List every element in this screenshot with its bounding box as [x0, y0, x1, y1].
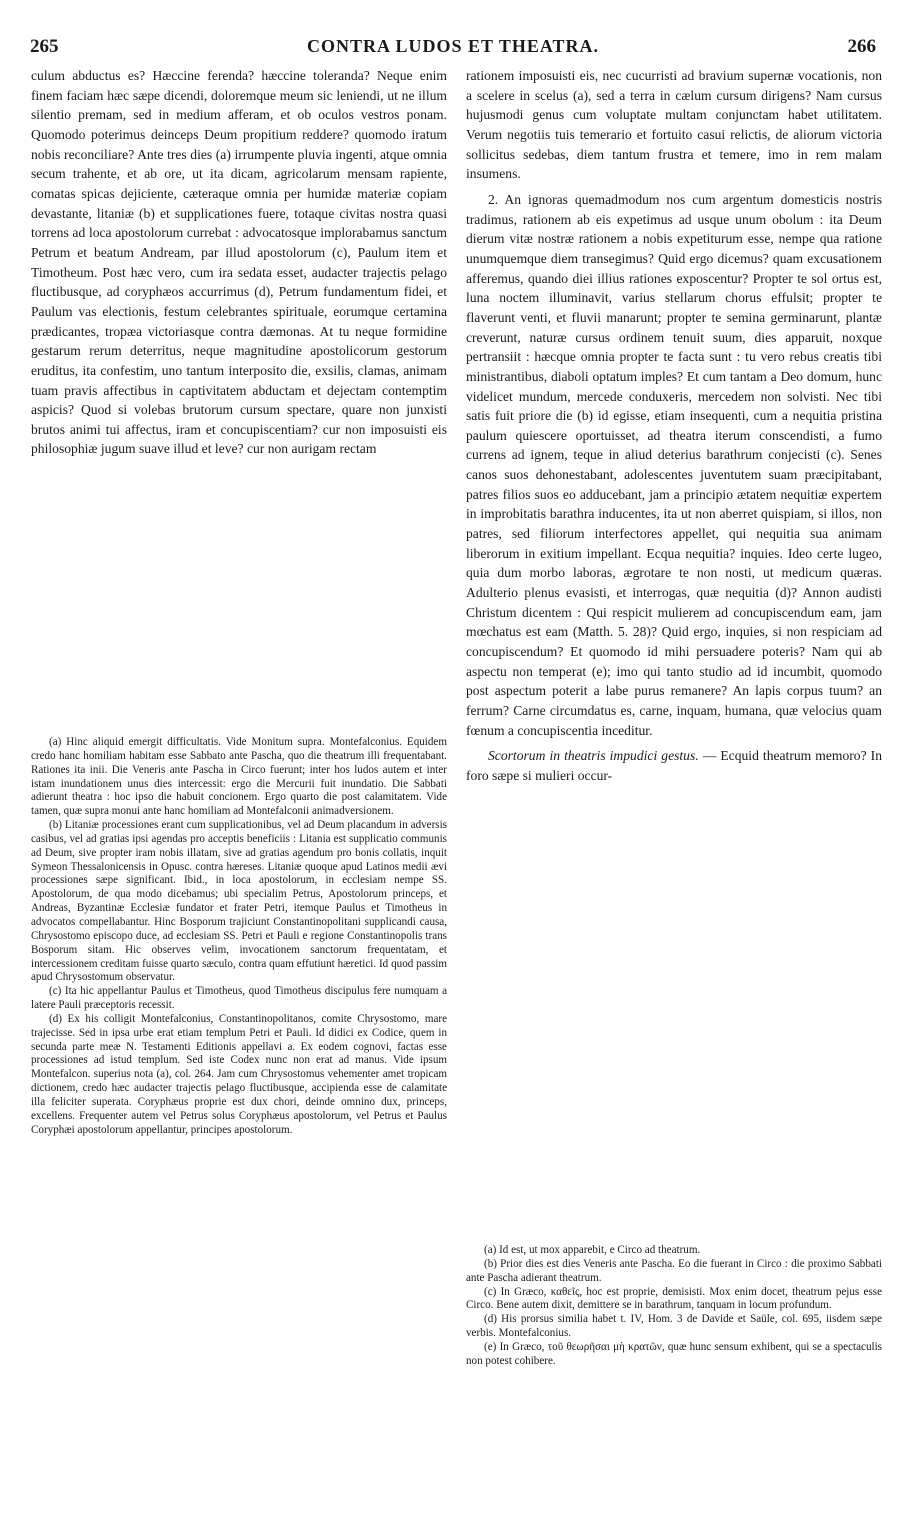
footnote-e-right: (e) In Græco, τοῦ θεωρῆσαι μὴ κρατῶν, quæ hunc sensum exhibent, qui se a spectaculis non potest cohibere. — [466, 1340, 882, 1367]
right-body-paragraph-3 — [466, 746, 882, 785]
running-header — [30, 36, 876, 66]
right-column — [466, 66, 882, 1367]
right-body — [466, 66, 882, 786]
footnote-c-left: (c) Ita hic appellantur Paulus et Timotheus, quod Timotheus discipulus fere numquam a latere Pauli præceptoris recessit. — [31, 985, 447, 1012]
running-title: CONTRA LUDOS ET THEATRA. — [306, 36, 600, 56]
right-body-paragraph-2: 2. An ignoras quemadmodum nos cum argentum domesticis nostris tradimus, rationem ab eis expetimus ad usque unum obolum : ita Deum dierum vitæ nostræ rationem a nobis expetiturum esse, nempe qua ratione unumquemque diem transegimus? Quid ergo dicemus? quam excusationem afferemus, quando diei illius rationes exposcentur? Propter te sol ortus est, luna noctem illuminavit, varius stellarum chorus effulsit; propter te flaverunt venti, et fluvii manarunt; propter te semina germinarunt, plantæ creverunt, naturæ cursus ordinem tenuit suum, dies apparuit, noxque pertransiit : hæcque omnia propter te facta sunt : tu vero rebus creatis tibi ministrantibus, diaboli optatum imples? Et cum tantam a Deo domum, hunc videlicet mundum, mercede conduxeris, mercedem non solvisti. Nec tibi satis fuit priore die (b) id egisse, etiam insequenti, cum a nequitia pristina paulum quiescere oportuisset, ad theatra iterum conscendisti, a fumo currens ad ignem, teque in aliud deterius barathrum conjecisti (c). Senes canos suos dehonestabant, adolescentes juventutem suam præcipitabant, patres filios suos eo adducebant, jam a principio ætatem nequitiæ expertem in improbitatis barathra inducentes, ita ut non aberret quispiam, si illos, non patres, sed filiorum interfectores appellet, qui nequitia sua animam liberorum in exitium impellant. Ecqua nequitia? inquies. Ideo certe lugeo, quia dum morbo laboras, ægrotare te non nosti, ut medicum quæras. Adulterio plenus evasisti, et interrogas, quæ nequitia (d)? Annon audisti Christum dicentem : Qui respicit mulierem ad concupiscendum eam, jam mœchatus est eam (Matth. 5. 28)? Quid ergo, inquies, si non respiciam ad concupiscendum? Et quomodo id mihi persuadere poteris? Nam qui ab aspectu non temperat (e); imo qui tanto studio ad id incumbit, quomodo post aspectum poterit a labe purus remanere? An lapis corpus tuum? an ferrum? Carne circumdatus es, carne, inquam, humana, quæ velocius quam fœnum a concupiscentia inceditur. — [466, 191, 882, 738]
left-footnotes — [31, 736, 447, 1137]
right-footnotes — [466, 1244, 882, 1369]
page-number-right: 266 — [847, 36, 876, 57]
left-body — [31, 66, 447, 459]
footnote-a-right: (a) Id est, ut mox apparebit, e Circo ad theatrum. — [484, 1244, 701, 1256]
right-body-paragraph-1: rationem imposuisti eis, nec cucurristi ad bravium supernæ vocationis, non a scelere in scelus (a), sed a terra in cælum cursum dirigens? Nam cursus hujusmodi genus cum voluptate multam conjunctam habet utilitatem. Verum negotiis tuis temerario et fortuito casui relictis, de aliorum victoria sollicitus sedebas, diem tantum frustra et temere, imo in rem malam insumens. — [466, 68, 882, 182]
left-column — [31, 66, 447, 1136]
left-body-paragraph: culum abductus es? Hæccine ferenda? hæccine toleranda? Neque enim finem faciam hæc sæpe dicendi, doloremque meum sic leniendi, ut ne illum silentio premam, sed in medium afferam, et ob oculos vestros ponam. Quomodo poterimus deinceps Deum propitium reddere? quomodo iratum nobis reconciliare? Ante tres dies (a) irrumpente pluvia ingenti, atque omnia secum trahente, et ab ore, ut ita dicam, agricolarum mensam rapiente, comatas spicas dejiciente, cæteraque omnia per humidæ materiæ copiam devastante, litaniæ (b) et supplicationes fuere, totaque civitas nostra quasi torrens ad loca apostolorum currebat : advocatosque implorabamus sanctum Petrum et beatum Andream, par illud apostolorum (c), Paulum item et Timotheum. Post hæc vero, cum ira sedata esset, audacter trajectis pelago fluctibusque, ad coryphæos accurrimus (d), Petrum fundamentum fidei, et Paulum vas electionis, festum celebrantes spirituale, eorumque certamina prædicantes, tropæa victoriasque contra dæmonas. At tu neque formidine gestarum rerum deterritus, neque magnitudine apostolicorum gestorum eruditus, ita confestim, uno tantum interposito die, exsilis, clamas, animam tuam pravis affectibus in captivitatem abductam et dejectam contemptim aspicis? Quod si volebas brutorum cursum spectare, quare non junxisti brutos animi tui affectus, iram et concupiscentiam? cur non imposuisti eis philosophiæ jugum suave illud et leve? cur non aurigam rectam — [31, 68, 447, 457]
footnote-d-left: (d) Ex his colligit Montefalconius, Constantinopolitanos, comite Chrysostomo, mare trajecisse. Sed in ipsa urbe erat etiam templum Petri et Pauli. Id didici ex Codice, quem in secunda parte meæ N. Testamenti Editionis appellavi a. Ex eodem cognovi, factas esse processiones ad istud templum. Sed iste Codex nunc non erat ad manus. Vide ipsum Montefalcon. superius nota (a), col. 264. Jam cum Chrysostomus vehementer amet tropicam dictionem, credo hæc audacter trajectis pelago fluctibusque, accipienda esse de calamitate illa feliciter superata. Coryphæus proprie est dux chori, deinde omnino dux, princeps, excellens. Frequenter autem vel Petrus solus Coryphæus apostolorum, vel Petrus et Paulus Coryphæi apostolorum appellantur, principes apostolorum. — [31, 1012, 447, 1136]
section-text: — Ecquid theatrum memoro? In foro sæpe si mulieri occur- — [466, 748, 882, 783]
section-heading: Scortorum in theatris impudici gestus. — [488, 748, 699, 764]
footnote-d-right: (d) His prorsus similia habet t. IV, Hom. 3 de Davide et Saüle, col. 695, iisdem sæpe verbis. Montefalconius. — [466, 1313, 882, 1340]
footnote-a-left: (a) Hinc aliquid emergit difficultatis. Vide Monitum supra. Montefalconius. Equidem credo hanc homiliam habitam esse Sabbato ante Pascha, quo die theatrum illi frequentabant. Rationes ita inii. Die Veneris ante Pascha in Circo fuerunt; inter hos ludos autem et inter istam inundationem unus dies intercessit: ergo die Mercurii fuit inundatio. Die Sabbati adierunt theatra : hoc ipso die habuit concionem. Ergo quarto die post calamitatem. Vide tamen, quæ supra monui ante hanc homiliam ad Montefalconii animadversionem. — [31, 736, 447, 818]
page-number-left: 265 — [30, 36, 59, 57]
footnote-c-right: (c) In Græco, καθεῖς, hoc est proprie, demisisti. Mox enim docet, theatrum pejus esse Circo. Bene autem dixit, demittere se in barathrum, tanquam in locum profundum. — [466, 1285, 882, 1312]
footnote-b-left: (b) Litaniæ processiones erant cum supplicationibus, vel ad Deum placandum in adversis casibus, vel ad gratias ipsi agendas pro acceptis beneficiis : Litania est supplicatio communis ad Deum, sive propter iram nobis illatam, sive ad gratias agendum pro bonis collatis, inquit Symeon Thessalonicensis in Opusc. contra hæreses. Litaniæ quoque apud Latinos medii ævi processiones sæpe significant. Ibid., in loca apostolorum, in ecclesiam nempe SS. Apostolorum, de qua modo dicebamus; ubi specialim Petrus, Apostolorum princeps, et Andreas, Byzantinæ Ecclesiæ fundator et frater Petri, itemque Paulus et Timotheus in advocatos compellabantur. Hinc Bosporum trajiciunt Constantinopolitani supplicandi causa, Chrysostomo episcopo duce, ad ecclesiam SS. Petri et Pauli e regione Constantinopolis trans Bosporum sitam. Hic observes velim, invocationem sanctorum frequentatam, et intercessionem creditam fuisse quarto sæculo, contra quam effutiunt hæretici. Id quod passim apud Chrysostomum observatur. — [31, 819, 447, 984]
footnote-b-right: (b) Prior dies est dies Veneris ante Pascha. Eo die fuerant in Circo : die proximo Sabbati ante Pascha adierant theatrum. — [466, 1257, 882, 1284]
